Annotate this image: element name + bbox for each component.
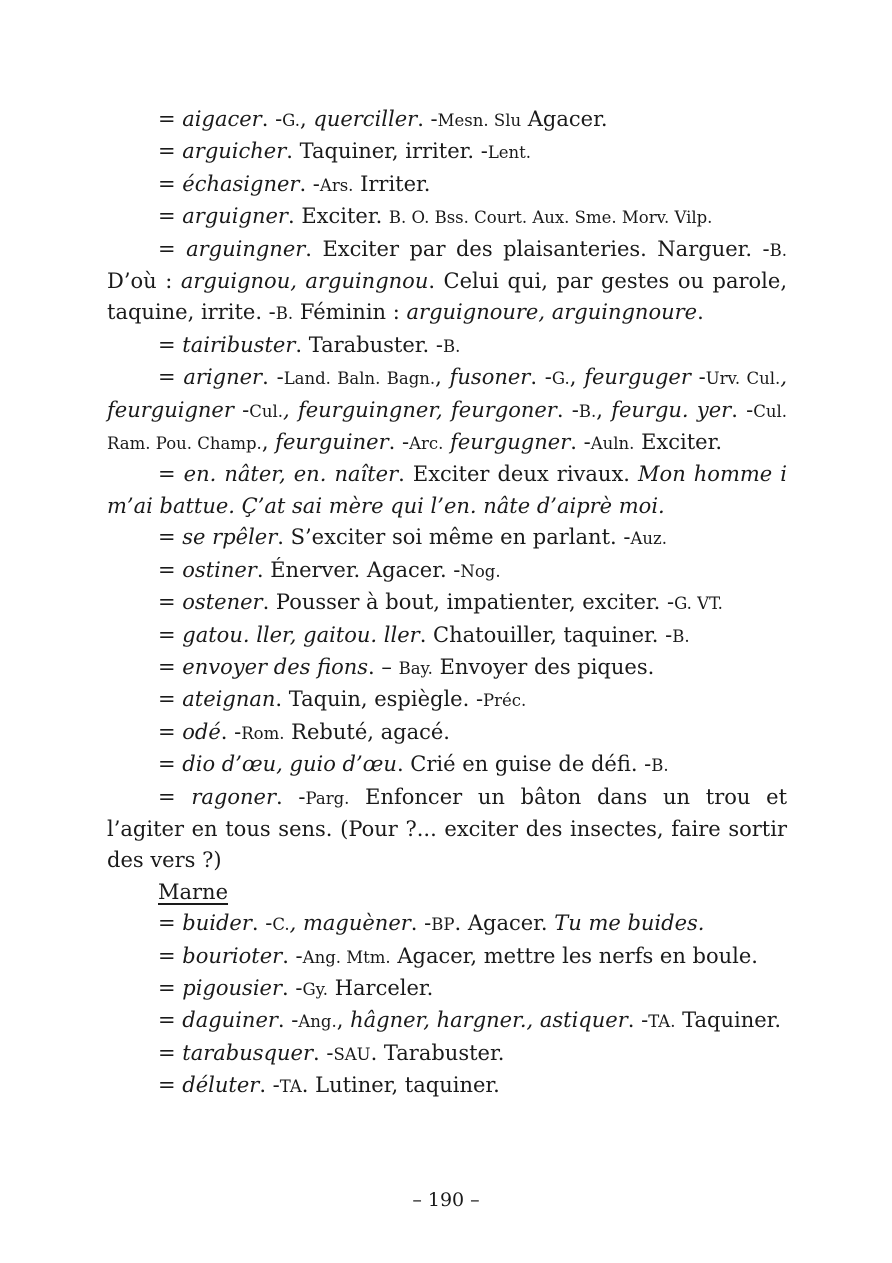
entry-text: .: [697, 300, 704, 325]
entry-text: . -: [275, 784, 306, 809]
locality-abbreviation: Bay.: [398, 658, 433, 678]
dialect-term: feurguger: [584, 365, 691, 390]
locality-abbreviation: Ars.: [319, 175, 354, 195]
entry-text: . Tarabuster. -: [295, 332, 443, 357]
locality-abbreviation: Ang. Mtm.: [302, 947, 391, 967]
entry-text: . -: [556, 397, 579, 422]
entry-text: =: [158, 654, 183, 679]
entry-text: . -: [410, 911, 432, 936]
locality-abbreviation: B.: [442, 336, 461, 356]
dictionary-entry: [107, 201, 787, 233]
dialect-term: buider: [182, 911, 252, 936]
entry-text: -: [233, 397, 250, 422]
locality-abbreviation: Parg.: [305, 788, 350, 808]
entry-text: . -: [251, 911, 273, 936]
locality-abbreviation: B.: [578, 401, 597, 421]
entry-text: . Celui qui, par gestes ou parole, taquine, irrite. -: [107, 269, 787, 325]
entry-text: =: [158, 139, 183, 164]
entry-text: ,: [569, 365, 585, 390]
entry-text: . Exciter.: [287, 204, 389, 229]
entry-text: . -: [627, 1008, 649, 1033]
locality-abbreviation: Land. Baln. Bagn.: [283, 369, 436, 389]
entry-text: . -: [277, 1008, 299, 1033]
dialect-term: feurgugner: [450, 430, 571, 455]
entry-text: . Crié en guise de défi. -: [396, 752, 652, 777]
locality-abbreviation: B.: [769, 240, 788, 260]
entry-text: . -: [299, 171, 320, 196]
entry-text: . -: [220, 719, 242, 744]
entry-text: =: [158, 365, 184, 390]
locality-abbreviation: B.: [672, 626, 690, 646]
dialect-term: ragoner: [191, 784, 276, 809]
locality-abbreviation: C.: [272, 915, 290, 935]
locality-abbreviation: Ang.: [298, 1012, 337, 1032]
entry-text: ,: [261, 430, 276, 455]
locality-abbreviation: Auz.: [630, 529, 667, 549]
entry-text: =: [158, 784, 192, 809]
dictionary-entry: [107, 522, 787, 554]
dictionary-entry: [107, 234, 787, 330]
dictionary-entry: [107, 1070, 787, 1102]
locality-abbreviation: Auln.: [590, 434, 635, 454]
dictionary-entry: [107, 652, 787, 684]
entry-text: D’où :: [107, 269, 181, 294]
entry-text: =: [158, 462, 184, 487]
dictionary-entry: [107, 1038, 787, 1070]
dialect-term: échasigner: [182, 171, 300, 196]
entry-text: . -: [388, 430, 410, 455]
entry-text: =: [158, 590, 183, 615]
dialect-term: , maguèner: [289, 911, 411, 936]
locality-abbreviation: B.: [651, 756, 669, 776]
entry-text: . -: [261, 107, 283, 131]
entry-text: Harceler.: [328, 975, 434, 1000]
entry-text: . -: [282, 943, 303, 968]
locality-abbreviation: Gy.: [302, 979, 329, 999]
entry-text: -: [690, 365, 706, 390]
entry-text: Enfoncer un bâton dans un trou et l’agiter en tous sens. (Pour ?... exciter des insectes, faire sortir des vers ?): [107, 784, 788, 873]
entry-text: . Taquin, espiègle. -: [275, 687, 484, 712]
entry-text: Féminin :: [293, 300, 407, 325]
dialect-term: arigner: [183, 365, 263, 390]
entry-text: Taquiner.: [675, 1008, 782, 1033]
entry-text: Agacer, mettre les nerfs en boule.: [390, 943, 758, 968]
page-number: – 190 –: [412, 1189, 480, 1211]
dialect-term: feurguiner: [275, 430, 389, 455]
locality-abbreviation: B.: [275, 304, 294, 324]
entry-text: . Taquiner, irriter. -: [286, 139, 488, 164]
dialect-term: feurgu. yer: [611, 397, 732, 422]
section-heading: [107, 877, 787, 908]
locality-abbreviation: Cul.: [249, 401, 284, 421]
locality-abbreviation: Cul. Ram. Pou. Champ.: [107, 401, 787, 454]
dialect-term: tairibuster: [182, 332, 296, 357]
document-body: [107, 104, 787, 1103]
dialect-term: arguicher: [182, 139, 287, 164]
section-heading-label: Marne: [158, 879, 229, 904]
entry-text: Exciter.: [634, 430, 722, 455]
locality-abbreviation: BP: [431, 915, 455, 935]
locality-abbreviation: Mesn. Slu: [437, 111, 522, 130]
dialect-term: arguigner: [182, 204, 288, 229]
dialect-term: pigousier: [182, 975, 283, 1000]
dialect-term: arguingner: [186, 236, 306, 261]
dictionary-entry: [107, 136, 787, 168]
dialect-term: arguignoure, arguingnoure: [406, 300, 698, 325]
locality-abbreviation: TA.: [648, 1012, 676, 1032]
dialect-term: envoyer des fions: [182, 654, 369, 679]
dialect-term: ostener: [182, 590, 263, 615]
entry-text: =: [158, 622, 183, 647]
dictionary-entry: [107, 717, 787, 749]
entry-text: =: [158, 204, 183, 229]
locality-abbreviation: TA: [279, 1077, 302, 1097]
entry-text: ,: [300, 107, 314, 131]
dictionary-entry: [107, 941, 787, 973]
dictionary-entry: [107, 169, 787, 201]
dictionary-entry: [107, 749, 787, 781]
dialect-term: tarabusquer: [182, 1040, 313, 1065]
entry-text: =: [158, 911, 183, 936]
dialect-term: dio d’œu, guio d’œu: [182, 752, 397, 777]
dictionary-entry: [107, 362, 787, 459]
entry-text: =: [158, 236, 187, 261]
dialect-term: querciller: [313, 107, 418, 131]
entry-text: Irriter.: [353, 171, 431, 196]
entry-text: =: [158, 719, 183, 744]
dictionary-entry: [107, 684, 787, 716]
dictionary-entry: [107, 620, 787, 652]
entry-text: =: [158, 975, 183, 1000]
entry-text: Agacer.: [521, 107, 608, 131]
dictionary-entry: [107, 908, 787, 940]
entry-text: ,: [435, 365, 450, 390]
entry-text: . -: [282, 975, 303, 1000]
locality-abbreviation: G.: [551, 369, 570, 389]
entry-text: . -: [262, 365, 284, 390]
entry-text: . Exciter par des plaisanteries. Narguer. -: [305, 236, 770, 261]
dialect-term: odé: [182, 719, 221, 744]
entry-text: =: [158, 1040, 183, 1065]
dictionary-entry: [107, 782, 787, 877]
entry-text: =: [158, 171, 183, 196]
dialect-term: déluter: [182, 1073, 260, 1098]
entry-text: =: [158, 943, 183, 968]
entry-text: Rebuté, agacé.: [284, 719, 450, 744]
locality-abbreviation: Urv. Cul.: [705, 369, 781, 389]
entry-text: . Agacer.: [454, 911, 555, 936]
locality-abbreviation: Rom.: [241, 723, 285, 743]
dialect-term: , feurguigner: [107, 365, 787, 422]
entry-text: . Énerver. Agacer. -: [256, 557, 461, 582]
dialect-term: se rpêler: [182, 525, 278, 550]
entry-text: . -: [417, 107, 438, 131]
locality-abbreviation: SAU: [333, 1044, 371, 1064]
entry-text: . -: [570, 430, 591, 455]
locality-abbreviation: Nog.: [460, 561, 501, 581]
entry-text: . Tarabuster.: [370, 1040, 505, 1065]
dictionary-entry: [107, 1005, 787, 1037]
dialect-term: en. nâter, en. naîter: [183, 462, 399, 487]
dictionary-entry: [107, 104, 787, 136]
dialect-term: daguiner: [182, 1008, 278, 1033]
entry-text: . Lutiner, taquiner.: [301, 1073, 500, 1098]
dialect-term: gatou. ller, gaitou. ller: [182, 622, 420, 647]
entry-text: =: [158, 752, 183, 777]
entry-text: . -: [530, 365, 552, 390]
entry-text: =: [158, 1073, 183, 1098]
dictionary-entry: [107, 587, 787, 619]
locality-abbreviation: B. O. Bss. Court. Aux. Sme. Morv. Vilp.: [388, 208, 713, 228]
dialect-term: aigacer: [182, 107, 262, 131]
dialect-term: bourioter: [182, 943, 283, 968]
entry-text: Envoyer des piques.: [432, 654, 655, 679]
locality-abbreviation: Préc.: [483, 691, 527, 711]
dialect-term: ateignan: [182, 687, 276, 712]
entry-text: . Exciter deux rivaux.: [398, 462, 639, 487]
entry-text: =: [158, 107, 183, 131]
entry-text: =: [158, 687, 183, 712]
dialect-term: hâgner, hargner., astiquer: [350, 1008, 628, 1033]
locality-abbreviation: G. VT.: [674, 594, 723, 614]
entry-text: . -: [731, 397, 754, 422]
locality-abbreviation: Arc.: [409, 434, 444, 454]
entry-text: . -: [259, 1073, 280, 1098]
dialect-term: Mon homme i m’ai battue. Ç’at sai mère qui l’en. nâte d’aiprè moi.: [107, 462, 787, 518]
dictionary-entry: [107, 459, 787, 522]
dialect-term: arguignou, arguingnou: [180, 269, 429, 294]
entry-text: . Chatouiller, taquiner. -: [419, 622, 673, 647]
locality-abbreviation: Lent.: [487, 143, 532, 163]
entry-text: =: [158, 557, 183, 582]
entry-text: . S’exciter soi même en parlant. -: [277, 525, 631, 550]
dictionary-entry: [107, 330, 787, 362]
dictionary-entry: [107, 973, 787, 1005]
locality-abbreviation: G.: [282, 111, 301, 130]
entry-text: =: [158, 525, 183, 550]
dictionary-entry: [107, 555, 787, 587]
dialect-term: fusoner: [449, 365, 531, 390]
entry-text: ,: [596, 397, 612, 422]
entry-text: =: [158, 1008, 183, 1033]
dialect-term: ostiner: [182, 557, 257, 582]
entry-text: . -: [312, 1040, 334, 1065]
entry-text: ,: [336, 1008, 351, 1033]
entry-text: =: [158, 332, 183, 357]
entry-text: . –: [368, 654, 399, 679]
dialect-term: Tu me buides.: [554, 911, 705, 936]
dialect-term: , feurguingner, feurgoner: [283, 397, 557, 422]
entry-text: . Pousser à bout, impatienter, exciter. -: [262, 590, 675, 615]
